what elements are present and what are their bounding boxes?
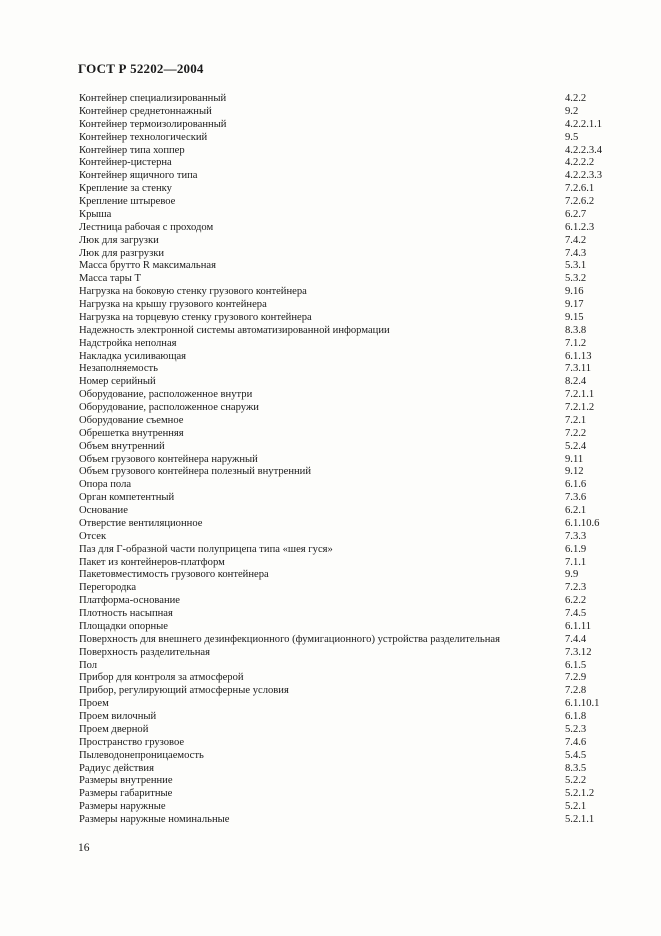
index-entry: [79, 466, 619, 479]
index-entry: [79, 145, 619, 158]
index-entry: [79, 93, 619, 106]
index-entry: [79, 775, 619, 788]
index-term: Размеры габаритные: [79, 788, 173, 800]
index-reference: 5.2.2: [565, 775, 587, 787]
index-term: Поверхность разделительная: [79, 646, 210, 658]
index-reference: 8.2.4: [565, 376, 587, 388]
index-entry: [79, 363, 619, 376]
index-term: Отверстие вентиляционное: [79, 517, 203, 529]
index-term: Контейнер специализированный: [79, 93, 227, 104]
index-entry: [79, 737, 619, 750]
index-reference: 4.2.2.2: [565, 157, 595, 169]
index-reference: 5.2.1.1: [565, 814, 595, 825]
index-term: Площадки опорные: [79, 620, 168, 632]
index-entry: [79, 801, 619, 814]
index-reference: 7.2.1.2: [565, 402, 595, 413]
index-reference: 9.5: [565, 131, 579, 143]
index-term: Нагрузка на торцевую стенку грузового контейнера: [79, 311, 312, 323]
index-reference: 6.1.10.1: [565, 698, 600, 710]
index-term: Поверхность для внешнего дезинфекционного (фумигационного) устройства разделительная: [79, 633, 500, 645]
index-reference: 5.2.1.2: [565, 788, 595, 800]
index-entry: [79, 170, 619, 183]
index-entry: [79, 235, 619, 248]
index-term: Лестница рабочая с проходом: [79, 221, 214, 233]
index-entry: [79, 415, 619, 428]
index-entry: [79, 132, 619, 145]
index-reference: 6.1.2.3: [565, 221, 595, 233]
index-term: Прибор для контроля за атмосферой: [79, 672, 244, 684]
index-term: Пылеводонепроницаемость: [79, 749, 204, 761]
index-entry: [79, 531, 619, 544]
index-term: Незаполняемость: [79, 363, 159, 375]
index-reference: 7.4.6: [565, 736, 587, 748]
index-reference: 8.3.5: [565, 762, 587, 774]
index-reference: 7.2.2: [565, 427, 587, 439]
index-term: Оборудование, расположенное внутри: [79, 389, 253, 401]
document-header: ГОСТ Р 52202—2004: [78, 61, 204, 76]
index-reference: 7.4.2: [565, 234, 587, 246]
index-entry: [79, 273, 619, 286]
index-term: Обрешетка внутренняя: [79, 427, 184, 439]
alphabetical-index: [79, 93, 619, 827]
index-term: Накладка усиливающая: [79, 350, 187, 362]
index-term: Номер серийный: [79, 376, 156, 388]
index-reference: 9.2: [565, 105, 579, 117]
index-reference: 5.3.2: [565, 273, 587, 285]
index-term: Люк для разгрузки: [79, 247, 165, 259]
index-term: Люк для загрузки: [79, 234, 159, 246]
index-entry: [79, 183, 619, 196]
index-entry: [79, 763, 619, 776]
index-entry: [79, 376, 619, 389]
index-reference: 5.2.3: [565, 723, 587, 735]
index-entry: [79, 248, 619, 261]
index-term: Оборудование, расположенное снаружи: [79, 402, 259, 413]
index-entry: [79, 454, 619, 467]
index-reference: 7.2.9: [565, 672, 587, 684]
index-entry: [79, 647, 619, 660]
index-reference: 6.2.1: [565, 505, 587, 516]
index-entry: [79, 595, 619, 608]
index-term: Проем вилочный: [79, 711, 157, 722]
index-reference: 7.2.3: [565, 582, 587, 594]
index-term: Пакет из контейнеров-платформ: [79, 556, 225, 568]
index-reference: 4.2.2.3.3: [565, 170, 603, 182]
index-entry: [79, 479, 619, 492]
index-reference: 9.15: [565, 311, 584, 323]
index-term: Контейнер технологический: [79, 131, 208, 143]
index-entry: [79, 209, 619, 222]
index-entry: [79, 672, 619, 685]
index-reference: 9.17: [565, 299, 584, 310]
index-entry: [79, 505, 619, 518]
index-reference: 9.11: [565, 453, 584, 465]
index-reference: 4.2.2.3.4: [565, 144, 603, 156]
index-term: Размеры наружные: [79, 801, 166, 813]
index-entry: [79, 608, 619, 621]
index-term: Пакетовместимость грузового контейнера: [79, 569, 269, 581]
index-reference: 5.2.1: [565, 801, 587, 813]
index-term: Основание: [79, 505, 128, 516]
index-entry: [79, 724, 619, 737]
index-entry: [79, 402, 619, 415]
index-term: Контейнер-цистерна: [79, 157, 172, 169]
index-term: Контейнер типа хоппер: [79, 144, 185, 156]
index-term: Крыша: [79, 208, 112, 220]
index-term: Объем грузового контейнера наружный: [79, 453, 258, 465]
index-reference: 4.2.2: [565, 93, 587, 104]
index-term: Контейнер термоизолированный: [79, 118, 227, 130]
index-reference: 6.1.6: [565, 479, 587, 491]
index-term: Радиус действия: [79, 762, 154, 774]
index-term: Платформа-основание: [79, 595, 180, 607]
index-entry: [79, 286, 619, 299]
index-entry: [79, 106, 619, 119]
index-term: Пол: [79, 659, 98, 671]
index-term: Паз для Г-образной части полуприцепа типа «шея гуся»: [79, 543, 333, 555]
index-reference: 8.3.8: [565, 324, 587, 336]
index-term: Перегородка: [79, 582, 137, 594]
index-reference: 7.3.6: [565, 492, 587, 504]
index-entry: [79, 325, 619, 338]
index-term: Отсек: [79, 530, 107, 542]
index-entry: [79, 685, 619, 698]
index-reference: 7.3.3: [565, 530, 587, 542]
index-entry: [79, 557, 619, 570]
index-term: Проем дверной: [79, 723, 149, 735]
index-entry: [79, 492, 619, 505]
index-term: Масса брутто R максимальная: [79, 260, 217, 272]
index-reference: 6.1.10.6: [565, 517, 600, 529]
index-reference: 7.1.2: [565, 337, 587, 349]
index-reference: 7.4.5: [565, 608, 587, 619]
index-reference: 7.2.6.2: [565, 196, 595, 207]
index-entry: [79, 518, 619, 531]
index-entry: [79, 634, 619, 647]
index-term: Нагрузка на крышу грузового контейнера: [79, 299, 267, 310]
index-reference: 7.3.11: [565, 363, 592, 375]
index-entry: [79, 750, 619, 763]
index-entry: [79, 260, 619, 273]
index-entry: [79, 441, 619, 454]
index-reference: 9.12: [565, 466, 584, 478]
index-term: Оборудование съемное: [79, 414, 184, 426]
index-reference: 6.1.11: [565, 620, 592, 632]
index-term: Крепление за стенку: [79, 183, 172, 195]
index-entry: [79, 222, 619, 235]
index-entry: [79, 119, 619, 132]
index-reference: 7.4.3: [565, 247, 587, 259]
index-term: Надежность электронной системы автоматизированной информации: [79, 324, 390, 336]
index-term: Опора пола: [79, 479, 132, 491]
index-entry: [79, 788, 619, 801]
index-entry: [79, 428, 619, 441]
index-entry: [79, 157, 619, 170]
index-term: Объем внутренний: [79, 440, 165, 452]
index-entry: [79, 312, 619, 325]
index-term: Размеры наружные номинальные: [79, 814, 230, 825]
index-reference: 7.3.12: [565, 646, 592, 658]
index-reference: 9.9: [565, 569, 579, 581]
index-term: Размеры внутренние: [79, 775, 173, 787]
index-reference: 6.2.2: [565, 595, 587, 607]
index-reference: 7.2.8: [565, 685, 587, 697]
index-term: Объем грузового контейнера полезный внутренний: [79, 466, 312, 478]
index-reference: 5.2.4: [565, 440, 587, 452]
index-term: Орган компетентный: [79, 492, 175, 504]
index-reference: 6.2.7: [565, 208, 587, 220]
index-reference: 7.2.1: [565, 414, 587, 426]
index-reference: 4.2.2.1.1: [565, 118, 603, 130]
index-entry: [79, 544, 619, 557]
index-term: Контейнер ящичного типа: [79, 170, 198, 182]
index-entry: [79, 582, 619, 595]
index-term: Нагрузка на боковую стенку грузового контейнера: [79, 286, 307, 298]
index-entry: [79, 660, 619, 673]
index-reference: 5.4.5: [565, 749, 587, 761]
index-reference: 7.2.6.1: [565, 183, 595, 195]
index-term: Проем: [79, 698, 109, 710]
index-entry: [79, 814, 619, 827]
index-term: Контейнер среднетоннажный: [79, 105, 212, 117]
index-term: Надстройка неполная: [79, 337, 177, 349]
index-term: Плотность насыпная: [79, 608, 173, 619]
index-term: Масса тары T: [79, 273, 142, 285]
index-term: Крепление штыревое: [79, 196, 176, 207]
index-entry: [79, 569, 619, 582]
index-entry: [79, 338, 619, 351]
index-reference: 7.2.1.1: [565, 389, 595, 401]
page-number: 16: [78, 842, 90, 854]
index-term: Пространство грузовое: [79, 736, 185, 748]
index-reference: 6.1.13: [565, 350, 592, 362]
index-reference: 7.1.1: [565, 556, 587, 568]
index-entry: [79, 621, 619, 634]
index-entry: [79, 389, 619, 402]
index-reference: 6.1.9: [565, 543, 587, 555]
index-reference: 5.3.1: [565, 260, 587, 272]
index-reference: 6.1.8: [565, 711, 587, 722]
index-reference: 9.16: [565, 286, 584, 298]
index-term: Прибор, регулирующий атмосферные условия: [79, 685, 289, 697]
index-entry: [79, 698, 619, 711]
index-reference: 7.4.4: [565, 633, 587, 645]
index-entry: [79, 711, 619, 724]
index-entry: [79, 299, 619, 312]
index-entry: [79, 196, 619, 209]
index-entry: [79, 351, 619, 364]
index-reference: 6.1.5: [565, 659, 587, 671]
